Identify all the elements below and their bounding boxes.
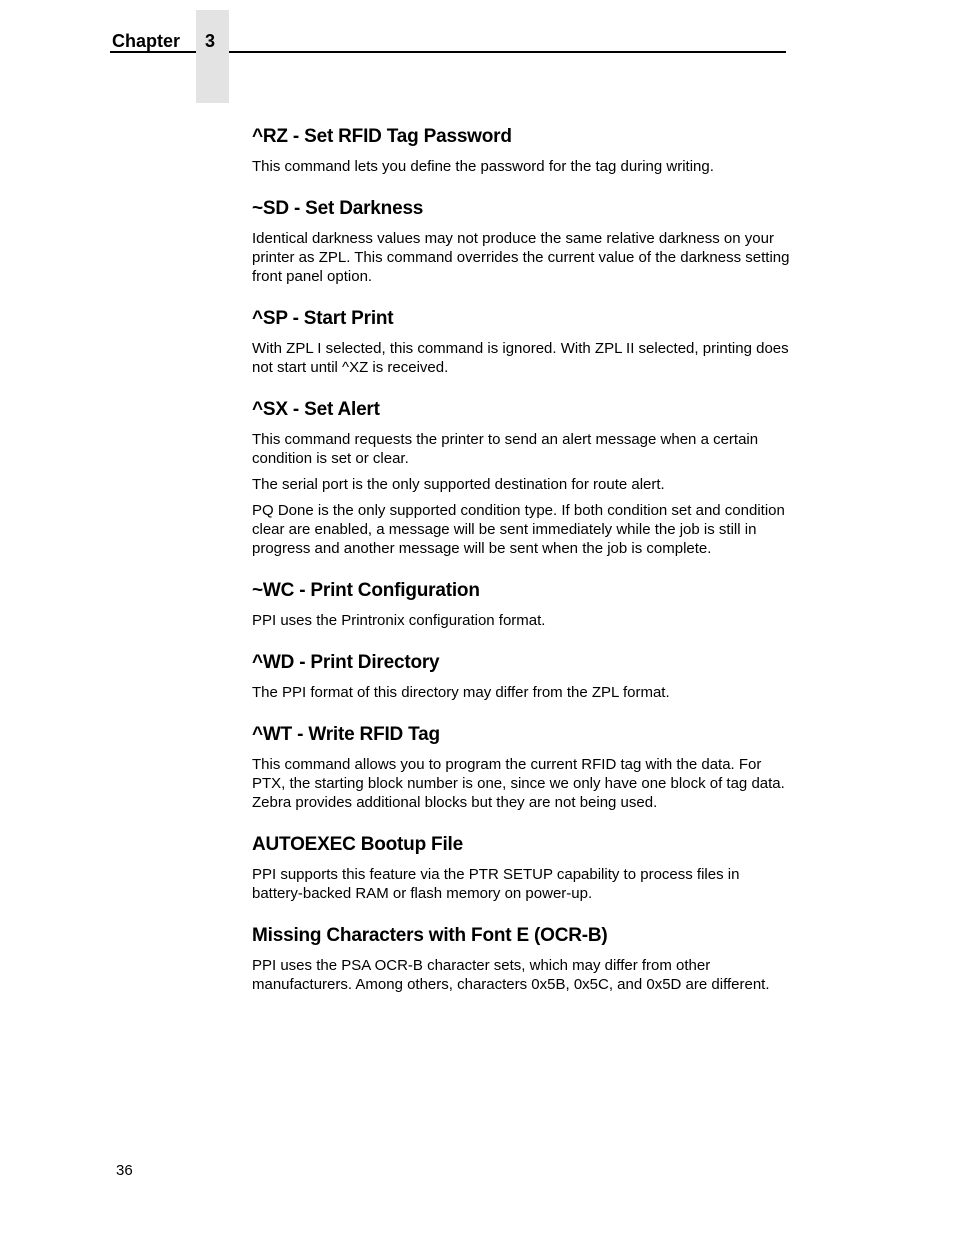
- section-title: ^SX - Set Alert: [252, 399, 380, 420]
- section-sx-set-alert: [252, 398, 792, 558]
- section-paragraph: The serial port is the only supported destination for route alert.: [252, 476, 665, 493]
- section-autoexec-bootup-file: [252, 833, 792, 903]
- section-paragraph: PPI uses the PSA OCR-B character sets, which may differ from other manufacturers. Among others, characters 0x5B, 0x5C, and 0x5D are different.: [252, 957, 770, 993]
- header-rule-left: [110, 51, 196, 53]
- section-missing-characters-font-e: [252, 924, 792, 994]
- chapter-label: Chapter: [112, 31, 181, 51]
- section-paragraph: The PPI format of this directory may differ from the ZPL format.: [252, 684, 670, 701]
- section-title: ^WD - Print Directory: [252, 652, 440, 673]
- section-paragraph: PQ Done is the only supported condition type. If both condition set and condition clear are enabled, a message will be sent immediately while the job is still in progress and another message will be sent when the job is complete.: [252, 502, 785, 557]
- section-paragraph: Identical darkness values may not produce the same relative darkness on your printer as ZPL. This command overrides the current value of the darkness setting front panel option.: [252, 230, 790, 285]
- section-paragraph: With ZPL I selected, this command is ignored. With ZPL II selected, printing does not start until ^XZ is received.: [252, 340, 789, 376]
- chapter-number: 3: [205, 31, 216, 51]
- section-paragraph: PPI uses the Printronix configuration format.: [252, 612, 546, 629]
- section-title: AUTOEXEC Bootup File: [252, 834, 463, 855]
- section-title: ^SP - Start Print: [252, 308, 394, 329]
- section-paragraph: This command lets you define the password for the tag during writing.: [252, 158, 714, 175]
- header-rule-right: [229, 51, 786, 53]
- section-wd-print-directory: [252, 651, 792, 702]
- section-paragraph: This command requests the printer to send an alert message when a certain condition is set or clear.: [252, 431, 759, 467]
- chapter-tab: [196, 10, 229, 103]
- section-rz-set-rfid-tag-password: [252, 125, 792, 176]
- section-paragraph: PPI supports this feature via the PTR SETUP capability to process files in battery-backed RAM or flash memory on power-up.: [252, 866, 740, 902]
- section-sd-set-darkness: [252, 197, 792, 286]
- section-wt-write-rfid-tag: [252, 723, 792, 812]
- page-number: 36: [116, 1162, 133, 1179]
- section-title: ~SD - Set Darkness: [252, 198, 424, 219]
- section-title: ^RZ - Set RFID Tag Password: [252, 126, 512, 147]
- section-title: Missing Characters with Font E (OCR-B): [252, 925, 608, 946]
- section-sp-start-print: [252, 307, 792, 377]
- section-title: ^WT - Write RFID Tag: [252, 724, 440, 745]
- section-wc-print-configuration: [252, 579, 792, 630]
- section-title: ~WC - Print Configuration: [252, 580, 480, 601]
- page-content: [252, 125, 792, 1015]
- section-paragraph: This command allows you to program the current RFID tag with the data. For PTX, the starting block number is one, since we only have one block of tag data. Zebra provides additional blocks but they are not being used.: [252, 756, 785, 811]
